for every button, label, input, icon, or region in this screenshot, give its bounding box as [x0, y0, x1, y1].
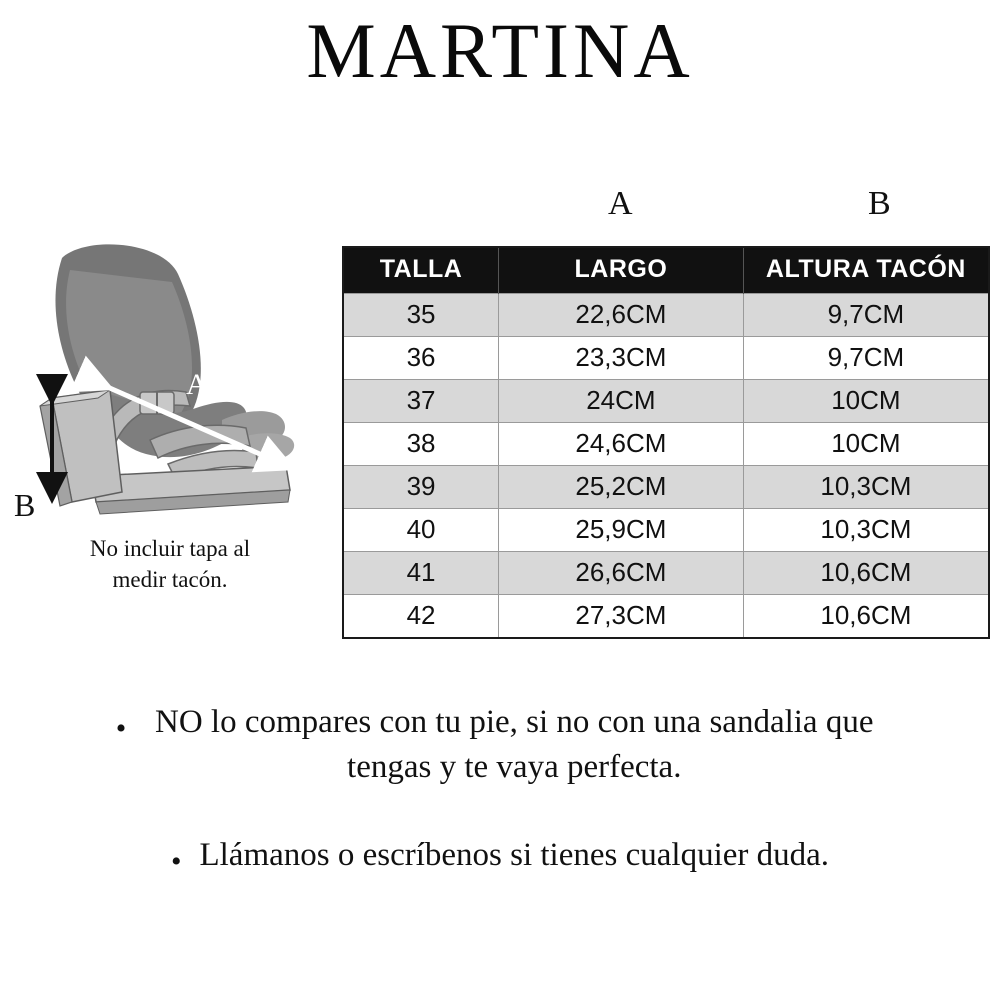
table-header-row: [344, 248, 988, 294]
cell-altura: 10CM: [743, 380, 988, 423]
diagram-letter-a: A: [186, 368, 208, 401]
cell-largo: 27,3CM: [499, 595, 744, 638]
cell-talla: 37: [344, 380, 499, 423]
cell-altura: 9,7CM: [743, 294, 988, 337]
bullet-icon: •: [115, 712, 127, 745]
table-row: [344, 466, 988, 509]
note-text: NO lo compares con tu pie, si no con una sandalia que tengas y te vaya perfecta.: [155, 704, 874, 785]
header-talla: TALLA: [344, 248, 499, 294]
cell-altura: 10,3CM: [743, 466, 988, 509]
cell-talla: 41: [344, 552, 499, 595]
cell-largo: 22,6CM: [499, 294, 744, 337]
diagram-caption: [0, 533, 340, 595]
cell-largo: 25,2CM: [499, 466, 744, 509]
column-marker-b: B: [868, 185, 891, 222]
table-row: [344, 294, 988, 337]
table-row: [344, 595, 988, 638]
header-altura-tacon: ALTURA TACÓN: [743, 248, 988, 294]
cell-altura: 10,6CM: [743, 595, 988, 638]
list-item: [0, 700, 1000, 789]
diagram-caption-line1: No incluir tapa al: [89, 536, 251, 561]
table-row: [344, 380, 988, 423]
header-largo: LARGO: [499, 248, 744, 294]
cell-largo: 23,3CM: [499, 337, 744, 380]
cell-altura: 10,3CM: [743, 509, 988, 552]
table-row: [344, 337, 988, 380]
size-table: [344, 248, 988, 637]
cell-talla: 38: [344, 423, 499, 466]
bullet-icon: •: [170, 845, 182, 879]
diagram-letter-b: B: [14, 487, 36, 523]
cell-talla: 42: [344, 595, 499, 638]
size-table-container: [342, 246, 990, 639]
column-marker-a: A: [608, 185, 633, 222]
table-row: [344, 552, 988, 595]
notes-list: [0, 700, 1000, 906]
cell-talla: 35: [344, 294, 499, 337]
cell-altura: 10CM: [743, 423, 988, 466]
note-text: Llámanos o escríbenos si tienes cualquier duda.: [199, 837, 830, 874]
cell-largo: 26,6CM: [499, 552, 744, 595]
cell-largo: 24CM: [499, 380, 744, 423]
cell-altura: 9,7CM: [743, 337, 988, 380]
cell-talla: 40: [344, 509, 499, 552]
cell-largo: 24,6CM: [499, 423, 744, 466]
cell-altura: 10,6CM: [743, 552, 988, 595]
diagram-caption-line2: medir tacón.: [112, 567, 228, 593]
cell-largo: 25,9CM: [499, 509, 744, 552]
table-row: [344, 509, 988, 552]
page-title: MARTINA: [306, 7, 694, 94]
cell-talla: 36: [344, 337, 499, 380]
list-item: [0, 833, 1000, 878]
cell-talla: 39: [344, 466, 499, 509]
table-row: [344, 423, 988, 466]
